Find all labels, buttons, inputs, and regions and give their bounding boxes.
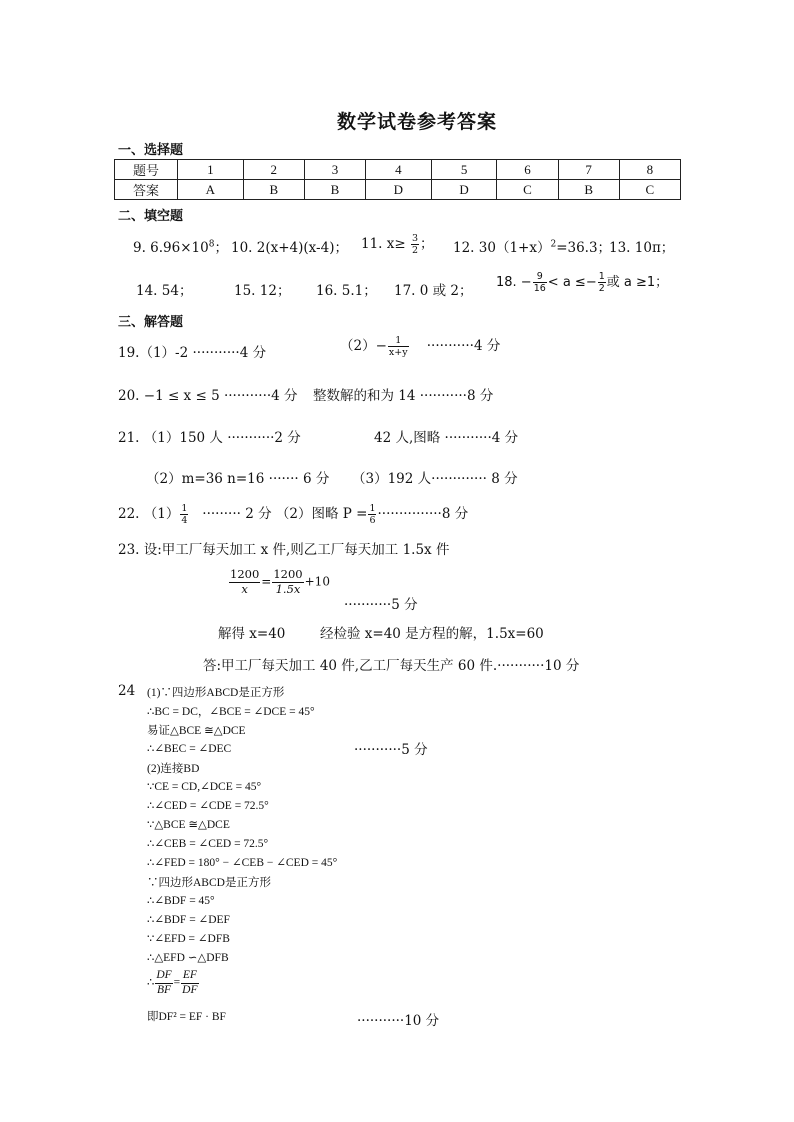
fill-q11-tail: ；	[420, 236, 434, 252]
answer-q20-part2: 整数解的和为 14 ···········8 分	[313, 388, 494, 404]
choice-answer-table	[114, 159, 681, 200]
answer-q22-score: ···············8 分	[377, 506, 469, 522]
table-cell: 7	[558, 160, 619, 180]
fill-q14: 14. 54；	[136, 283, 193, 299]
answer-q23-equation	[228, 569, 330, 595]
fill-q12-exponent: 2	[550, 239, 557, 250]
fill-q11-pre: 11. x≥	[361, 236, 406, 252]
fraction-numerator: 1	[181, 502, 188, 514]
answer-q23-check: 经检验 x=40 是方程的解，1.5x=60	[320, 626, 544, 642]
fraction-denominator: 16	[533, 283, 546, 294]
page-title: 数学试卷参考答案	[337, 111, 498, 133]
answer-q19-part1: 19.（1）-2 ···········4 分	[118, 345, 267, 361]
fraction-denominator: 2	[598, 283, 605, 294]
fill-q9	[133, 236, 228, 256]
fraction-numerator: 1	[388, 336, 409, 348]
table-cell: A	[178, 180, 244, 200]
fill-q12	[453, 236, 611, 256]
answer-q22	[118, 502, 468, 526]
proof-line: ∴△EFD ∽△DFB	[147, 952, 229, 964]
fill-q10: 10. 2(x+4)(x-4)；	[231, 240, 348, 256]
table-cell: 1	[178, 160, 244, 180]
fill-q18	[496, 271, 668, 294]
proof-ratio	[147, 970, 200, 996]
fill-q16: 16. 5.1；	[316, 283, 377, 299]
proof-line: ∴∠BDF = ∠DEF	[147, 914, 230, 926]
proof-line: 易证△BCE ≅△DCE	[147, 725, 246, 737]
fraction-denominator: x+y	[388, 347, 408, 358]
proof-ratio-therefore: ∴	[147, 976, 155, 989]
fill-q15: 15. 12；	[234, 283, 291, 299]
answer-q22-mid: ········· 2 分 （2）图略 P =	[202, 506, 368, 522]
fill-q9-tail: ；	[214, 240, 228, 256]
fraction-denominator: x	[241, 581, 248, 596]
fraction-numerator: EF	[181, 970, 198, 984]
fill-q13: 13. 10π；	[609, 240, 675, 256]
table-cell: 6	[497, 160, 558, 180]
answer-q23-fraction-b	[272, 569, 303, 595]
proof-line: ∴BC = DC，∠BCE = ∠DCE = 45°	[147, 706, 315, 718]
proof-line: ∴∠BEC = ∠DEC	[147, 743, 232, 755]
proof-line: ∴∠CED = ∠CDE = 72.5°	[147, 800, 269, 812]
table-cell: 2	[243, 160, 304, 180]
table-row	[115, 180, 681, 200]
proof-line: ∴∠CEB = ∠CED = 72.5°	[147, 838, 269, 850]
answer-q23-solution: 解得 x=40	[218, 626, 286, 642]
proof-ratio-equals: =	[173, 976, 181, 989]
section-choice-heading: 一、选择题	[118, 143, 184, 158]
answer-q24-score2: ···········10 分	[357, 1013, 440, 1029]
table-cell: 3	[304, 160, 365, 180]
fraction-numerator: 1200	[230, 567, 260, 581]
fill-q11-fraction	[411, 234, 419, 256]
fraction-numerator: 1	[369, 502, 376, 514]
answer-q22-fraction-b	[368, 504, 376, 526]
proof-line: ∵CE = CD,∠DCE = 45°	[147, 781, 262, 793]
proof-conclusion: 即DF² = EF · BF	[147, 1011, 226, 1023]
proof-line: ∵△BCE ≅△DCE	[147, 819, 230, 831]
table-cell: B	[243, 180, 304, 200]
answer-q24-score1: ···········5 分	[354, 742, 428, 758]
proof-line: (2)连接BD	[147, 763, 200, 775]
fraction-numerator: 3	[411, 232, 419, 244]
table-row	[115, 160, 681, 180]
proof-line: (1)∵四边形ABCD是正方形	[147, 687, 285, 699]
answer-q21-part3: （2）m=36 n=16 ······· 6 分	[146, 471, 330, 487]
table-cell: 题号	[115, 160, 178, 180]
table-cell: B	[558, 180, 619, 200]
fill-q9-exponent: 8	[208, 239, 215, 250]
proof-line: ∴∠BDF = 45°	[147, 895, 215, 907]
answer-q24-number: 24	[118, 683, 136, 699]
fill-q18-tail: 或 a ≥1；	[606, 275, 669, 290]
answer-q19-fraction	[388, 336, 409, 358]
fill-q17: 17. 0 或 2；	[394, 283, 473, 299]
table-cell: D	[431, 180, 497, 200]
answer-q21-part2: 42 人,图略 ···········4 分	[374, 430, 519, 446]
answer-q21-part1: 21. （1）150 人 ···········2 分	[118, 430, 301, 446]
proof-line: ∴∠FED = 180° − ∠CEB − ∠CED = 45°	[147, 857, 338, 869]
answer-q22-fraction-a	[180, 504, 188, 526]
table-cell: 4	[366, 160, 432, 180]
fill-q12-tail: =36.3；	[556, 240, 612, 256]
table-cell: 5	[431, 160, 497, 180]
proof-ratio-fraction-b	[181, 970, 198, 996]
fraction-denominator: 1.5x	[275, 581, 301, 596]
fraction-numerator: 9	[533, 272, 547, 284]
fraction-numerator: DF	[155, 970, 172, 984]
fill-q18-pre: 18. −	[496, 275, 532, 290]
table-cell: B	[304, 180, 365, 200]
fraction-denominator: DF	[182, 983, 198, 996]
fill-q18-mid: < a ≤−	[547, 275, 597, 290]
fraction-numerator: 1	[598, 270, 605, 282]
proof-ratio-fraction-a	[155, 970, 172, 996]
answer-q20-part1: 20. −1 ≤ x ≤ 5 ···········4 分	[118, 388, 298, 404]
proof-line: ∵四边形ABCD是正方形	[147, 877, 271, 889]
answer-q19-part2-score: ···········4 分	[426, 338, 501, 354]
answer-q23-final: 答:甲工厂每天加工 40 件,乙工厂每天生产 60 件.···········10 分	[203, 658, 580, 674]
answer-q23-plus: +10	[304, 574, 330, 589]
table-cell: C	[619, 180, 680, 200]
answer-q22-pre: 22. （1）	[118, 506, 180, 522]
table-cell: D	[366, 180, 432, 200]
fill-q18-fraction-a	[533, 272, 547, 294]
section-solve-heading: 三、解答题	[118, 315, 184, 330]
answer-q23-equals: =	[261, 574, 272, 589]
table-cell: 8	[619, 160, 680, 180]
answer-q21-part4: （3）192 人············· 8 分	[352, 471, 518, 487]
fill-q9-text: 9. 6.96×10	[133, 240, 209, 256]
answer-q19-part2	[340, 334, 500, 358]
section-fill-heading: 二、填空题	[118, 209, 184, 224]
fraction-denominator: BF	[156, 983, 172, 996]
answer-q19-part2-pre: （2）−	[340, 338, 387, 354]
answer-q23-intro: 23. 设:甲工厂每天加工 x 件,则乙工厂每天加工 1.5x 件	[118, 542, 450, 558]
answer-q23-score1: ···········5 分	[344, 597, 418, 613]
answer-q23-fraction-a	[229, 569, 260, 595]
fill-q12-pre: 12. 30（1+x）	[453, 240, 551, 256]
fill-q18-fraction-b	[598, 272, 606, 294]
proof-line: ∵∠EFD = ∠DFB	[147, 933, 230, 945]
table-cell: 答案	[115, 180, 178, 200]
table-cell: C	[497, 180, 558, 200]
fraction-numerator: 1200	[273, 567, 303, 581]
fraction-denominator: 2	[411, 245, 419, 256]
fraction-denominator: 6	[369, 515, 376, 526]
fraction-denominator: 4	[181, 515, 188, 526]
fill-q11	[361, 232, 434, 256]
